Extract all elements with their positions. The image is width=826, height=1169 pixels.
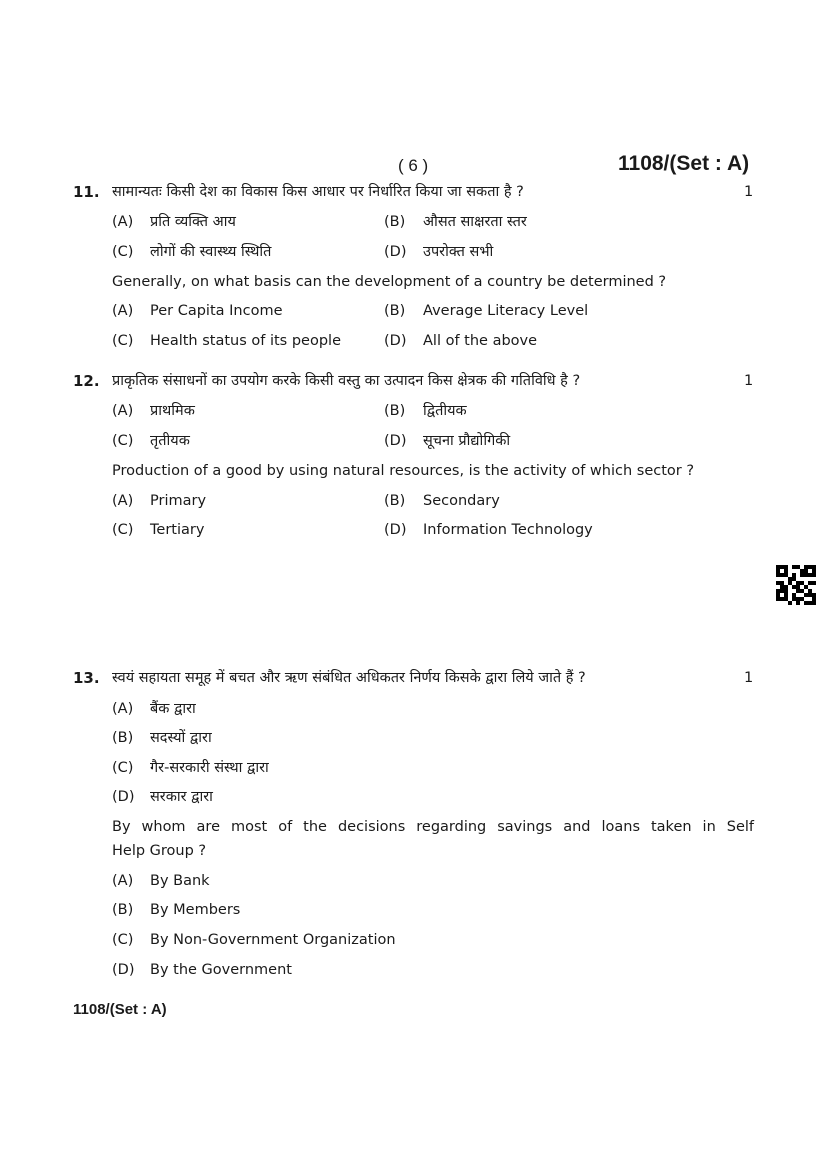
option-text: By Non-Government Organization bbox=[150, 932, 396, 948]
option-text: By Bank bbox=[150, 873, 210, 889]
option-text: प्रति व्यक्ति आय bbox=[150, 214, 236, 230]
option-label: (C) bbox=[112, 760, 134, 776]
question-text-english: By whom are most of the decisions regarding savings and loans taken in Self bbox=[112, 819, 754, 835]
option-label: (A) bbox=[112, 873, 134, 889]
option-label: (D) bbox=[384, 244, 407, 260]
option-label: (B) bbox=[112, 730, 134, 746]
option-label: (D) bbox=[384, 522, 407, 538]
option-label: (A) bbox=[112, 403, 134, 419]
option-text: द्वितीयक bbox=[423, 403, 467, 419]
option-text: By the Government bbox=[150, 962, 292, 978]
option-label: (C) bbox=[112, 333, 134, 349]
paper-code-header: 1108/(Set : A) bbox=[618, 152, 750, 175]
option-label: (C) bbox=[112, 244, 134, 260]
qr-code bbox=[776, 565, 816, 605]
marks: 1 bbox=[744, 184, 754, 200]
paper-code-footer: 1108/(Set : A) bbox=[73, 1001, 167, 1018]
option-text: तृतीयक bbox=[150, 433, 190, 449]
option-label: (A) bbox=[112, 214, 134, 230]
option-label: (C) bbox=[112, 433, 134, 449]
marks: 1 bbox=[744, 670, 754, 686]
option-label: (B) bbox=[384, 403, 406, 419]
option-text: Secondary bbox=[423, 493, 500, 509]
question-text-hindi: प्राकृतिक संसाधनों का उपयोग करके किसी वस्तु का उत्पादन किस क्षेत्रक की गतिविधि है ? bbox=[112, 373, 581, 389]
option-text: बैंक द्वारा bbox=[150, 701, 196, 717]
option-text: लोगों की स्वास्थ्य स्थिति bbox=[150, 244, 272, 260]
question-number: 11. bbox=[73, 183, 100, 201]
option-label: (B) bbox=[384, 214, 406, 230]
option-text: सरकार द्वारा bbox=[150, 789, 213, 805]
option-label: (A) bbox=[112, 701, 134, 717]
option-text: Per Capita Income bbox=[150, 303, 283, 319]
page-number: ( 6 ) bbox=[398, 156, 429, 175]
option-text: Health status of its people bbox=[150, 333, 341, 349]
option-label: (D) bbox=[112, 789, 135, 805]
option-label: (A) bbox=[112, 303, 134, 319]
question-text-english: Help Group ? bbox=[112, 843, 207, 859]
option-text: औसत साक्षरता स्तर bbox=[423, 214, 527, 230]
question-text-english: Generally, on what basis can the development of a country be determined ? bbox=[112, 274, 667, 290]
option-label: (A) bbox=[112, 493, 134, 509]
option-label: (D) bbox=[384, 333, 407, 349]
option-label: (B) bbox=[384, 493, 406, 509]
option-text: सूचना प्रौद्योगिकी bbox=[423, 433, 511, 449]
option-label: (C) bbox=[112, 932, 134, 948]
option-text: Primary bbox=[150, 493, 207, 509]
option-text: By Members bbox=[150, 902, 241, 918]
option-label: (C) bbox=[112, 522, 134, 538]
option-label: (B) bbox=[384, 303, 406, 319]
option-text: प्राथमिक bbox=[150, 403, 195, 419]
option-text: Information Technology bbox=[423, 522, 593, 538]
question-number: 13. bbox=[73, 669, 100, 687]
option-text: सदस्यों द्वारा bbox=[150, 730, 212, 746]
option-text: All of the above bbox=[423, 333, 538, 349]
question-text-hindi: सामान्यतः किसी देश का विकास किस आधार पर निर्धारित किया जा सकता है ? bbox=[112, 184, 524, 200]
option-text: Tertiary bbox=[150, 522, 205, 538]
option-text: Average Literacy Level bbox=[423, 303, 589, 319]
option-text: गैर-सरकारी संस्था द्वारा bbox=[150, 760, 269, 776]
question-text-hindi: स्वयं सहायता समूह में बचत और ऋण संबंधित अधिकतर निर्णय किसके द्वारा लिये जाते हैं ? bbox=[112, 670, 586, 686]
option-label: (D) bbox=[112, 962, 135, 978]
option-label: (B) bbox=[112, 902, 134, 918]
option-text: उपरोक्त सभी bbox=[423, 244, 494, 260]
marks: 1 bbox=[744, 373, 754, 389]
question-text-english: Production of a good by using natural resources, is the activity of which sector ? bbox=[112, 463, 695, 479]
question-number: 12. bbox=[73, 372, 100, 390]
option-label: (D) bbox=[384, 433, 407, 449]
